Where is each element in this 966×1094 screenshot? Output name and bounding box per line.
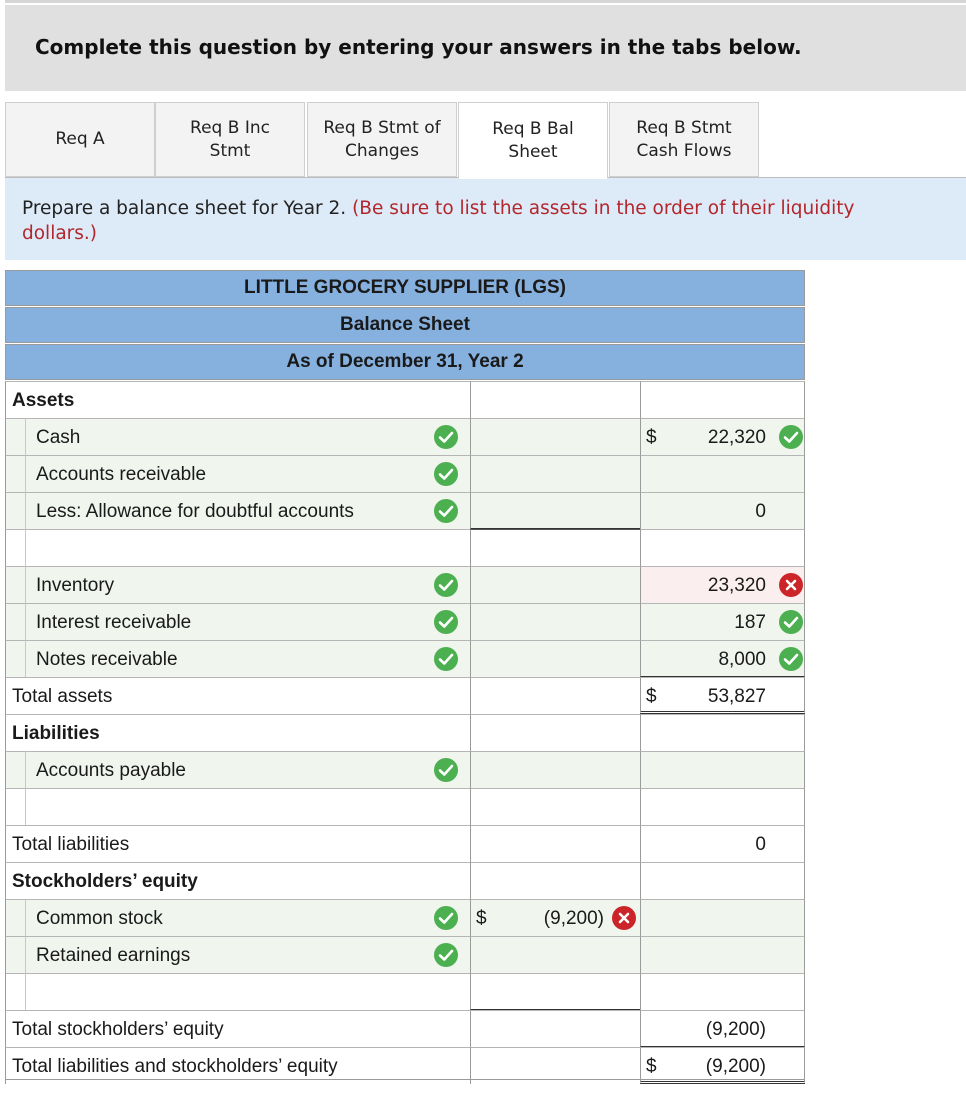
checkmark-icon xyxy=(434,499,458,523)
inventory-row xyxy=(5,566,805,603)
x-icon xyxy=(612,906,636,930)
instruction-text: Complete this question by entering your answers in the tabs below. xyxy=(35,35,802,59)
cash-label: Cash xyxy=(36,427,81,448)
blank-liability-select[interactable] xyxy=(25,788,470,825)
instruction-bar xyxy=(5,5,966,91)
blank-liability-row xyxy=(5,788,805,825)
interest-receivable-row xyxy=(5,603,805,640)
tab-req-b-stmt-of-changes[interactable]: Req B Stmt of Changes xyxy=(307,102,457,177)
total-assets-value-cell: $ 53,827 xyxy=(640,677,805,714)
inventory-label: Inventory xyxy=(36,575,115,596)
accounts-payable-row xyxy=(5,751,805,788)
question-prompt: Prepare a balance sheet for Year 2. (Be sure to list the assets in the order of their liquidity dollars.) xyxy=(5,178,966,260)
notes-receivable-row xyxy=(5,640,805,677)
blank-asset-select[interactable] xyxy=(25,529,470,566)
cash-total-input[interactable]: $ 22,320 xyxy=(640,418,805,455)
allowance-row xyxy=(5,492,805,529)
total-assets-value: 53,827 xyxy=(707,686,766,707)
net-receivable-value: 0 xyxy=(755,501,766,522)
retained-earnings-row xyxy=(5,936,805,973)
tab-req-a[interactable]: Req A xyxy=(5,102,155,177)
allowance-amount-input[interactable] xyxy=(470,492,640,529)
liabilities-heading: Liabilities xyxy=(12,723,100,744)
statement-date: As of December 31, Year 2 xyxy=(5,344,805,380)
tab-req-b-bal-sheet[interactable]: Req B Bal Sheet xyxy=(458,102,608,179)
blank-asset-amount-input[interactable] xyxy=(470,529,640,566)
total-assets-label: Total assets xyxy=(12,686,113,707)
accounts-receivable-total-input[interactable] xyxy=(640,455,805,492)
notes-receivable-label: Notes receivable xyxy=(36,649,178,670)
accounts-payable-total-input[interactable] xyxy=(640,751,805,788)
statement-title: Balance Sheet xyxy=(5,307,805,343)
assets-heading-amount-input[interactable] xyxy=(470,381,640,418)
equity-heading: Stockholders’ equity xyxy=(12,871,198,892)
checkmark-icon xyxy=(434,943,458,967)
total-liabilities-equity-label: Total liabilities and stockholders’ equity xyxy=(12,1056,338,1077)
top-divider xyxy=(5,0,966,3)
common-stock-amount-input[interactable]: $ (9,200) xyxy=(470,899,640,936)
interest-receivable-select[interactable] xyxy=(25,603,470,640)
notes-receivable-amount-input[interactable] xyxy=(470,640,640,677)
total-equity-row xyxy=(5,1010,805,1047)
total-equity-value: (9,200) xyxy=(705,1019,766,1040)
inventory-select[interactable] xyxy=(25,566,470,603)
retained-earnings-total-input[interactable] xyxy=(640,936,805,973)
blank-equity-select[interactable] xyxy=(25,973,470,1010)
checkmark-icon xyxy=(434,647,458,671)
accounts-payable-amount-input[interactable] xyxy=(470,751,640,788)
checkmark-icon xyxy=(779,610,803,634)
liabilities-heading-amount-input[interactable] xyxy=(470,714,640,751)
accounts-payable-select[interactable] xyxy=(25,751,470,788)
checkmark-icon xyxy=(434,610,458,634)
checkmark-icon xyxy=(434,462,458,486)
inventory-amount-input[interactable] xyxy=(470,566,640,603)
notes-receivable-total-input[interactable] xyxy=(640,640,805,677)
total-liabilities-equity-value: (9,200) xyxy=(705,1056,766,1077)
inventory-value: 23,320 xyxy=(707,575,766,596)
equity-heading-total-input[interactable] xyxy=(640,862,805,899)
allowance-label: Less: Allowance for doubtful accounts xyxy=(36,501,354,522)
total-liabilities-label: Total liabilities xyxy=(12,834,130,855)
common-stock-total-input[interactable] xyxy=(640,899,805,936)
blank-liability-amount-input[interactable] xyxy=(470,788,640,825)
checkmark-icon xyxy=(779,425,803,449)
cash-row xyxy=(5,418,805,455)
cash-account-select[interactable] xyxy=(25,418,470,455)
equity-heading-amount-input[interactable] xyxy=(470,862,640,899)
checkmark-icon xyxy=(434,573,458,597)
accounts-receivable-amount-input[interactable] xyxy=(470,455,640,492)
blank-asset-total-input[interactable] xyxy=(640,529,805,566)
checkmark-icon xyxy=(434,758,458,782)
total-equity-label: Total stockholders’ equity xyxy=(12,1019,224,1040)
common-stock-label: Common stock xyxy=(36,908,163,929)
blank-equity-amount-input[interactable] xyxy=(470,973,640,1010)
tab-req-b-stmt-cash-flows[interactable]: Req B Stmt Cash Flows xyxy=(609,102,759,177)
blank-equity-row xyxy=(5,973,805,1010)
checkmark-icon xyxy=(779,647,803,671)
common-stock-select[interactable] xyxy=(25,899,470,936)
x-icon xyxy=(779,573,803,597)
liabilities-heading-row xyxy=(5,714,805,751)
net-receivable-total-input[interactable] xyxy=(640,492,805,529)
accounts-receivable-select[interactable] xyxy=(25,455,470,492)
retained-earnings-amount-input[interactable] xyxy=(470,936,640,973)
checkmark-icon xyxy=(434,906,458,930)
accounts-receivable-label: Accounts receivable xyxy=(36,464,207,485)
assets-heading-row xyxy=(5,381,805,418)
inventory-total-input[interactable] xyxy=(640,566,805,603)
liabilities-heading-total-input[interactable] xyxy=(640,714,805,751)
tab-req-b-inc-stmt[interactable]: Req B Inc Stmt xyxy=(155,102,305,177)
cash-amount-input[interactable] xyxy=(470,418,640,455)
blank-liability-total-input[interactable] xyxy=(640,788,805,825)
accounts-payable-label: Accounts payable xyxy=(36,760,186,781)
assets-heading-total-input[interactable] xyxy=(640,381,805,418)
total-liabilities-row xyxy=(5,825,805,862)
retained-earnings-select[interactable] xyxy=(25,936,470,973)
sheet-bottom-border xyxy=(5,1079,805,1080)
notes-receivable-select[interactable] xyxy=(25,640,470,677)
interest-receivable-label: Interest receivable xyxy=(36,612,192,633)
total-liabilities-value: 0 xyxy=(755,834,766,855)
accounts-receivable-row xyxy=(5,455,805,492)
interest-receivable-total-input[interactable] xyxy=(640,603,805,640)
notes-receivable-value: 8,000 xyxy=(718,649,766,670)
requirement-tabs xyxy=(5,102,966,178)
assets-heading: Assets xyxy=(12,390,75,411)
company-name: LITTLE GROCERY SUPPLIER (LGS) xyxy=(5,270,805,306)
retained-earnings-label: Retained earnings xyxy=(36,945,191,966)
allowance-select[interactable] xyxy=(25,492,470,529)
interest-receivable-amount-input[interactable] xyxy=(470,603,640,640)
common-stock-row xyxy=(5,899,805,936)
cash-value: 22,320 xyxy=(707,427,766,448)
blank-asset-row xyxy=(5,529,805,566)
interest-receivable-value: 187 xyxy=(734,612,766,633)
total-equity-value-cell xyxy=(640,1010,805,1047)
common-stock-value: (9,200) xyxy=(543,908,604,929)
equity-heading-row xyxy=(5,862,805,899)
blank-equity-total-input[interactable] xyxy=(640,973,805,1010)
total-liabilities-value-cell xyxy=(640,825,805,862)
checkmark-icon xyxy=(434,425,458,449)
total-assets-row xyxy=(5,677,805,714)
total-liabilities-equity-value-cell: $ (9,200) xyxy=(640,1047,805,1084)
